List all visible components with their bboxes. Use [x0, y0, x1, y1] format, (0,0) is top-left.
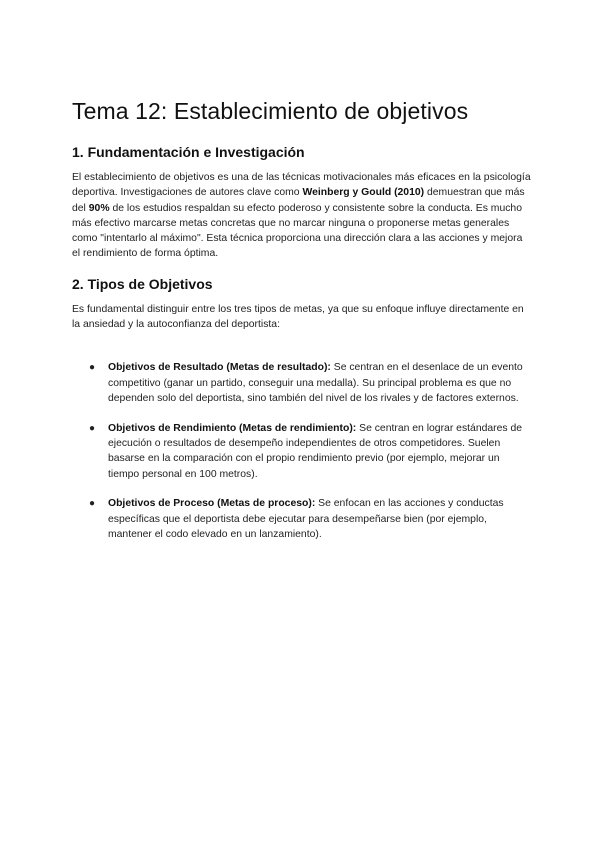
- bullet-icon: ●: [89, 498, 96, 510]
- list-item-term: Objetivos de Rendimiento (Metas de rendimiento):: [108, 422, 357, 434]
- bullet-icon: ●: [89, 362, 96, 374]
- section-paragraph-tipos-intro: Es fundamental distinguir entre los tres tipos de metas, ya que su enfoque influye directamente en la ansiedad y la autoconfianza del deportista:: [72, 303, 524, 331]
- document-page: [72, 94, 532, 557]
- list-item-description: Se centran en el desenlace de un evento competitivo (ganar un partido, conseguir una medalla). Su principal problema es que no dependen solo del deportista, sino también del nivel de los rivales y de factores externos.: [108, 362, 523, 404]
- section-heading-tipos: 2. Tipos de Objetivos: [72, 275, 213, 292]
- list-item: [72, 421, 532, 482]
- document-title: Tema 12: Establecimiento de objetivos: [72, 98, 469, 124]
- list-item-term: Objetivos de Proceso (Metas de proceso):: [108, 498, 316, 510]
- list-item-term: Objetivos de Resultado (Metas de resultado):: [108, 362, 331, 374]
- paragraph-text: demuestran que más del: [72, 187, 525, 214]
- paragraph-text: El establecimiento de objetivos es una de las técnicas motivacionales más eficaces en la psicología deportiva. Investigaciones de autores clave como: [72, 172, 531, 199]
- paragraph-text: de los estudios respaldan su efecto poderoso y consistente sobre la conducta. Es mucho más efectivo marcarse metas concretas que no marcar ninguna o proponerse metas generales como "intentarlo al máximo". Esta técnica proporciona una dirección clara a las acciones y mejora el rendimiento de forma óptima.: [72, 202, 523, 260]
- bold-authors: Weinberg y Gould (2010): [302, 187, 425, 199]
- list-item-description: Se enfocan en las acciones y conductas específicas que el deportista debe ejecutar para desempeñarse bien (por ejemplo, mantener el codo elevado en un lanzamiento).: [108, 498, 504, 541]
- goal-types-list: [72, 360, 532, 542]
- section-paragraph-fundamentacion: [72, 170, 532, 262]
- section-heading-fundamentacion: 1. Fundamentación e Investigación: [72, 144, 305, 160]
- bullet-icon: ●: [89, 422, 96, 434]
- bold-percentage: 90%: [88, 202, 110, 214]
- list-item-description: Se centran en lograr estándares de ejecución o resultados de desempeño independientes de otros competidores. Suelen basarse en la comparación con el propio rendimiento previo (por ejemplo, mejorar un tiempo personal en 100 metros).: [108, 422, 523, 480]
- list-item: [72, 360, 532, 406]
- list-item: [72, 496, 532, 542]
